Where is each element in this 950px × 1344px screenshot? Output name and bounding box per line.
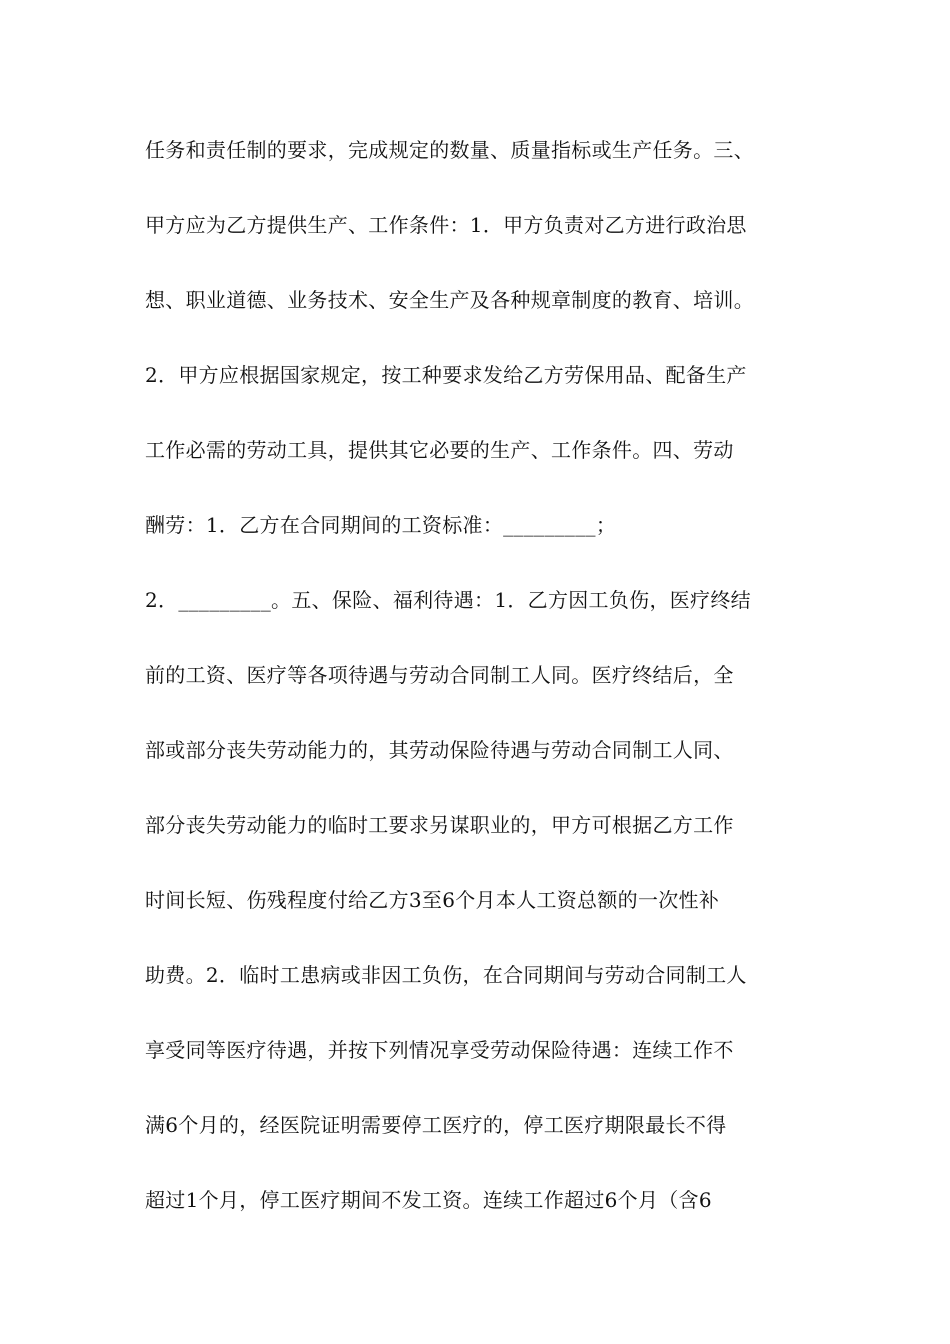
- text-line-10: 部分丧失劳动能力的临时工要求另谋职业的，甲方可根据乙方工作: [145, 813, 734, 837]
- document-body: [145, 128, 815, 1253]
- text-line-2: 甲方应为乙方提供生产、工作条件：1．甲方负责对乙方进行政治思: [145, 213, 747, 237]
- text-line-7: 2．_________。五、保险、福利待遇：1．乙方因工负伤，医疗终结: [145, 588, 751, 612]
- text-line-8: 前的工资、医疗等各项待遇与劳动合同制工人同。医疗终结后，全: [145, 663, 734, 687]
- text-line-11: 时间长短、伤残程度付给乙方3至6个月本人工资总额的一次性补: [145, 888, 720, 912]
- text-line-3: 想、职业道德、业务技术、安全生产及各种规章制度的教育、培训。: [145, 288, 754, 312]
- text-line-14: 满6个月的，经医院证明需要停工医疗的，停工医疗期限最长不得: [145, 1113, 727, 1137]
- text-line-9: 部或部分丧失劳动能力的，其劳动保险待遇与劳动合同制工人同、: [145, 738, 734, 762]
- text-line-5: 工作必需的劳动工具，提供其它必要的生产、工作条件。四、劳动: [145, 438, 734, 462]
- text-line-15: 超过1个月，停工医疗期间不发工资。连续工作超过6个月（含6: [145, 1188, 712, 1212]
- text-line-12: 助费。2．临时工患病或非因工负伤，在合同期间与劳动合同制工人: [145, 963, 747, 987]
- text-line-13: 享受同等医疗待遇，并按下列情况享受劳动保险待遇：连续工作不: [145, 1038, 734, 1062]
- text-line-4: 2．甲方应根据国家规定，按工种要求发给乙方劳保用品、配备生产: [145, 363, 747, 387]
- text-line-1: 任务和责任制的要求，完成规定的数量、质量指标或生产任务。三、: [145, 138, 754, 162]
- text-line-6: 酬劳：1．乙方在合同期间的工资标准：_________；: [145, 513, 617, 537]
